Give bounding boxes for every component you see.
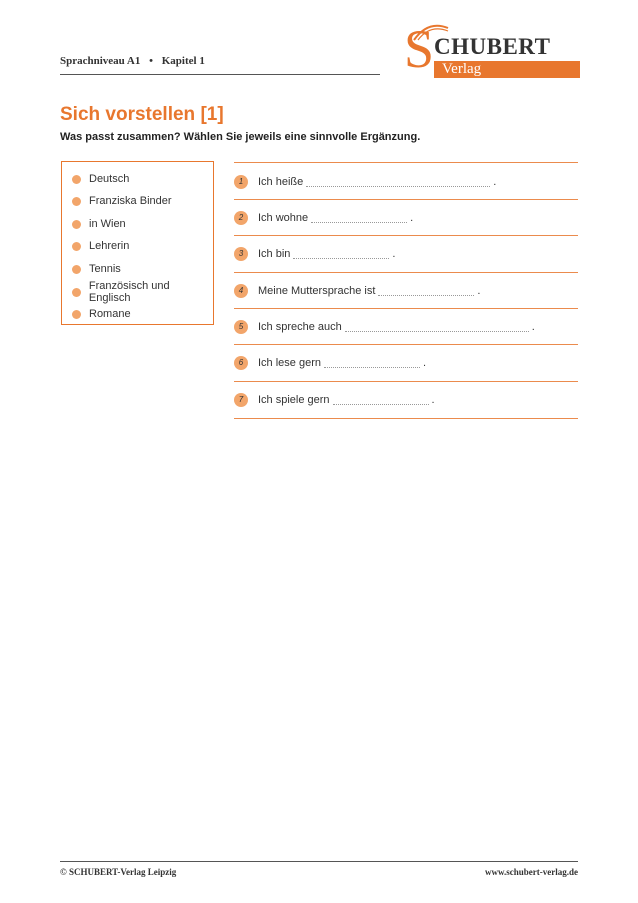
bullet-icon xyxy=(72,220,81,229)
row-divider xyxy=(234,162,578,163)
row-divider xyxy=(234,308,578,309)
number-badge: 2 xyxy=(234,211,248,225)
sentence-end: . xyxy=(422,357,427,369)
sentence-text: Ich spiele gern xyxy=(258,394,330,406)
word-label: in Wien xyxy=(89,218,126,230)
answer-blank[interactable] xyxy=(378,286,474,296)
instructions: Was passt zusammen? Wählen Sie jeweils eine sinnvolle Ergänzung. xyxy=(60,131,421,143)
footer-rule xyxy=(60,861,578,862)
bullet-icon xyxy=(72,197,81,206)
sentence-row xyxy=(234,246,395,262)
row-divider xyxy=(234,418,578,419)
sentence-end: . xyxy=(493,176,497,188)
level-label: Sprachniveau A1 xyxy=(60,55,141,67)
page-title: Sich vorstellen [1] xyxy=(60,104,224,125)
bullet-icon xyxy=(72,265,81,274)
number-badge: 4 xyxy=(234,284,248,298)
word-label: Deutsch xyxy=(89,173,130,185)
footer-copyright: © SCHUBERT-Verlag Leipzig xyxy=(60,867,177,877)
sentence-row xyxy=(234,319,535,335)
footer-website[interactable]: www.schubert-verlag.de xyxy=(485,867,578,877)
number-badge: 6 xyxy=(234,356,248,370)
sentence-text: Ich wohne xyxy=(258,212,309,224)
bullet-icon xyxy=(72,310,81,319)
answer-blank[interactable] xyxy=(345,322,529,332)
logo-name: CHUBERT xyxy=(434,34,551,59)
sentence-text: Ich lese gern xyxy=(258,357,321,369)
answer-blank[interactable] xyxy=(311,213,407,223)
sentence-row xyxy=(234,392,435,408)
answer-blank[interactable] xyxy=(333,395,429,405)
word-label: Franziska Binder xyxy=(89,195,172,207)
header-meta xyxy=(60,55,205,67)
row-divider xyxy=(234,344,578,345)
bullet-icon xyxy=(72,288,81,297)
number-badge: 3 xyxy=(234,247,248,261)
separator-bullet: • xyxy=(149,55,153,67)
number-badge: 1 xyxy=(234,175,248,189)
sentence-row xyxy=(234,174,496,190)
word-box xyxy=(61,161,214,325)
word-label: Tennis xyxy=(89,263,121,275)
word-item xyxy=(72,172,129,186)
word-item xyxy=(72,307,131,321)
word-label: Französisch und Englisch xyxy=(88,280,170,304)
number-badge: 5 xyxy=(234,320,248,334)
row-divider xyxy=(234,199,578,200)
answer-blank[interactable] xyxy=(293,249,389,259)
publisher-logo xyxy=(404,19,580,79)
header-rule xyxy=(60,74,380,75)
sentence-text: Ich heiße xyxy=(258,176,304,188)
sentence-text: Ich spreche auch xyxy=(258,321,342,333)
sentence-end: . xyxy=(477,285,481,297)
row-divider xyxy=(234,272,578,273)
chapter-label: Kapitel 1 xyxy=(161,55,205,67)
bullet-icon xyxy=(72,175,81,184)
sentence-text: Ich bin xyxy=(258,248,291,260)
word-label: Romane xyxy=(89,308,131,320)
answer-blank[interactable] xyxy=(324,358,420,368)
word-item xyxy=(72,239,129,253)
sentence-end: . xyxy=(410,212,414,224)
word-item xyxy=(72,194,172,208)
word-item xyxy=(72,280,213,304)
logo-initial: S xyxy=(404,19,435,79)
sentence-row xyxy=(234,210,413,226)
logo-sub: Verlag xyxy=(442,61,482,77)
sentence-text: Meine Muttersprache ist xyxy=(258,285,376,297)
sentence-row xyxy=(234,355,426,371)
bullet-icon xyxy=(72,242,81,251)
answer-blank[interactable] xyxy=(306,177,490,187)
word-label: Lehrerin xyxy=(89,240,130,252)
word-item xyxy=(72,217,126,231)
sentence-row xyxy=(234,283,480,299)
sentence-end: . xyxy=(392,248,396,260)
logo-bar xyxy=(434,61,580,78)
row-divider xyxy=(234,235,578,236)
sentence-end: . xyxy=(531,321,535,333)
row-divider xyxy=(234,381,578,382)
sentence-end: . xyxy=(431,394,435,406)
number-badge: 7 xyxy=(234,393,248,407)
word-item xyxy=(72,262,121,276)
